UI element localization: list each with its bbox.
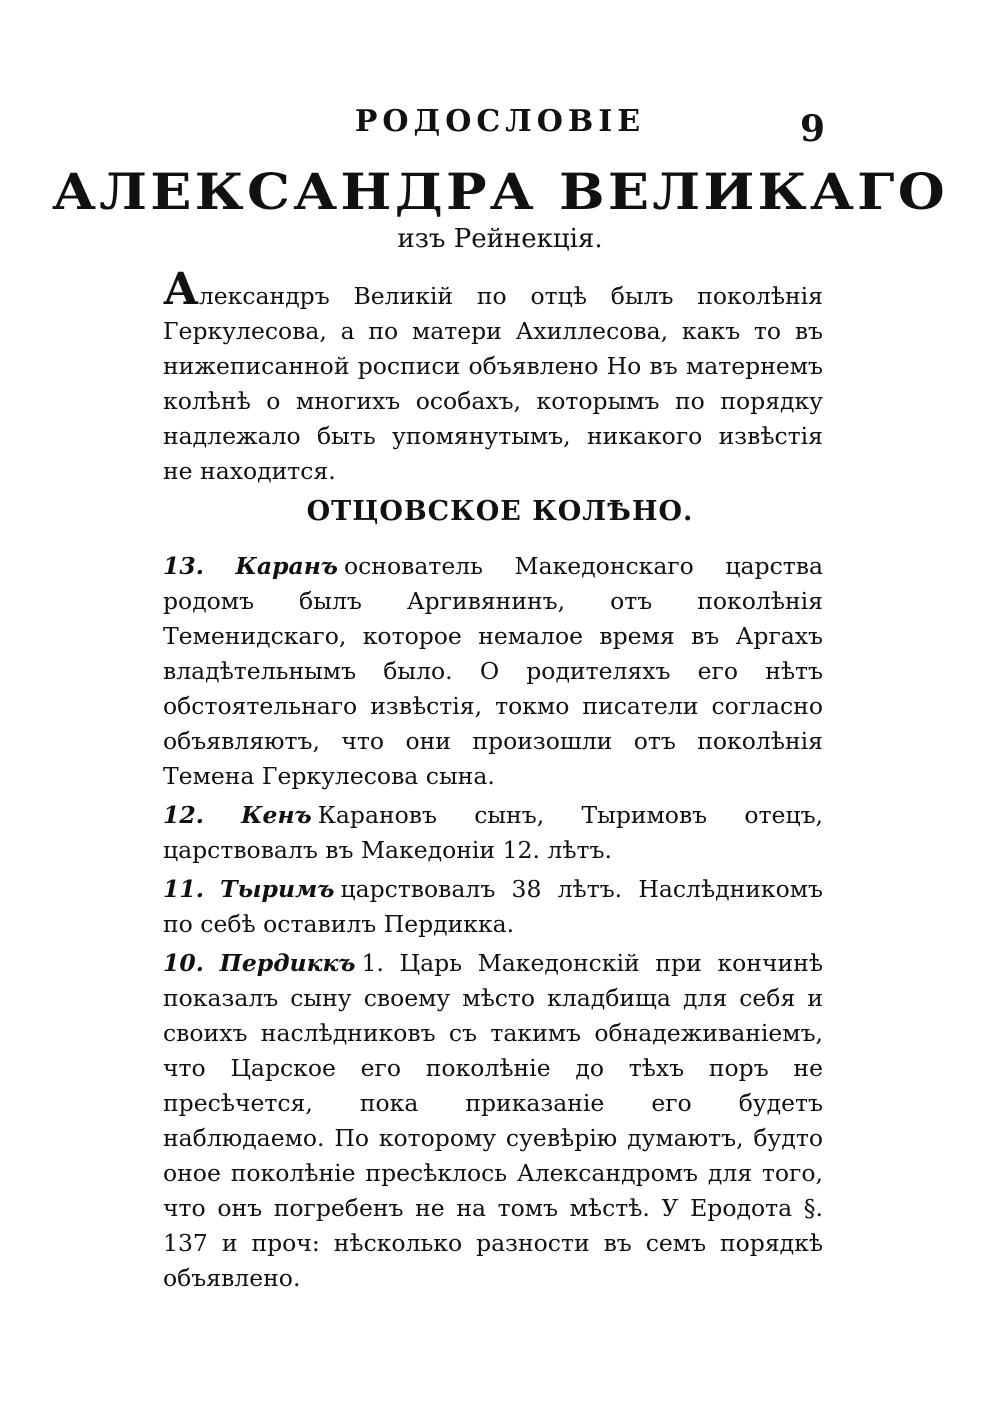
- genealogy-entry: [163, 872, 823, 942]
- entry-text: Карановъ сынъ, Тыримовъ отецъ, царствовалъ въ Македоніи 12. лѣтъ.: [163, 801, 823, 864]
- intro-paragraph: [163, 264, 823, 489]
- page-number: 9: [800, 108, 826, 150]
- entry-text: 1. Царь Македонскій при кончинѣ показалъ сыну своему мѣсто кладбища для себя и своихъ наслѣдниковъ съ такимъ обнадеживаніемъ, что Царское его поколѣніе до тѣхъ поръ не пресѣчется, пока приказаніе его будетъ наблюдаемо. По которому суевѣрію думаютъ, будто оное поколѣніе пресѣклось Александромъ для того, что онъ погребенъ не на томъ мѣстѣ. У Еродота §. 137 и проч: нѣсколько разности въ семъ порядкѣ объявлено.: [163, 949, 823, 1292]
- entry-number: 13.: [163, 552, 204, 580]
- entry-number: 12.: [163, 801, 204, 829]
- entry-name: Тыримъ: [220, 875, 335, 903]
- intro-text: Александръ Великій по отцѣ былъ поколѣнія Геркулесова, а по матери Ахиллесова, какъ то въ нижеписанной росписи объявлено Но въ матернемъ колѣнѣ о многихъ особахъ, которымъ по порядку надлежало быть упомянутымъ, никакого извѣстія не находится.: [163, 264, 823, 485]
- running-head: РОДОСЛОВІЕ: [354, 104, 646, 139]
- entry-name: Кенъ: [241, 801, 312, 829]
- subtitle: изъ Рейнекція.: [397, 224, 603, 254]
- genealogy-entry: [163, 549, 823, 794]
- genealogy-entries: [163, 549, 823, 1300]
- entry-name: Пердиккъ: [219, 949, 356, 977]
- genealogy-entry: [163, 798, 823, 868]
- section-heading: ОТЦОВСКОЕ КОЛѢНО.: [306, 496, 694, 527]
- entry-name: Каранъ: [235, 552, 338, 580]
- page-title: АЛЕКСАНДРА ВЕЛИКАГО: [52, 162, 948, 221]
- entry-text: основатель Македонскаго царства родомъ былъ Аргивянинъ, отъ поколѣнія Теменидскаго, которое немалое время въ Аргахъ владѣтельнымъ было. О родителяхъ его нѣтъ обстоятельнаго извѣстія, токмо писатели согласно объявляютъ, что они произошли отъ поколѣнія Темена Геркулесова сына.: [163, 552, 823, 790]
- genealogy-entry: [163, 946, 823, 1296]
- entry-number: 10.: [163, 949, 204, 977]
- entry-number: 11.: [163, 875, 204, 903]
- entry-text: царствовалъ 38 лѣтъ. Наслѣдникомъ по себѣ оставилъ Пердикка.: [163, 875, 823, 938]
